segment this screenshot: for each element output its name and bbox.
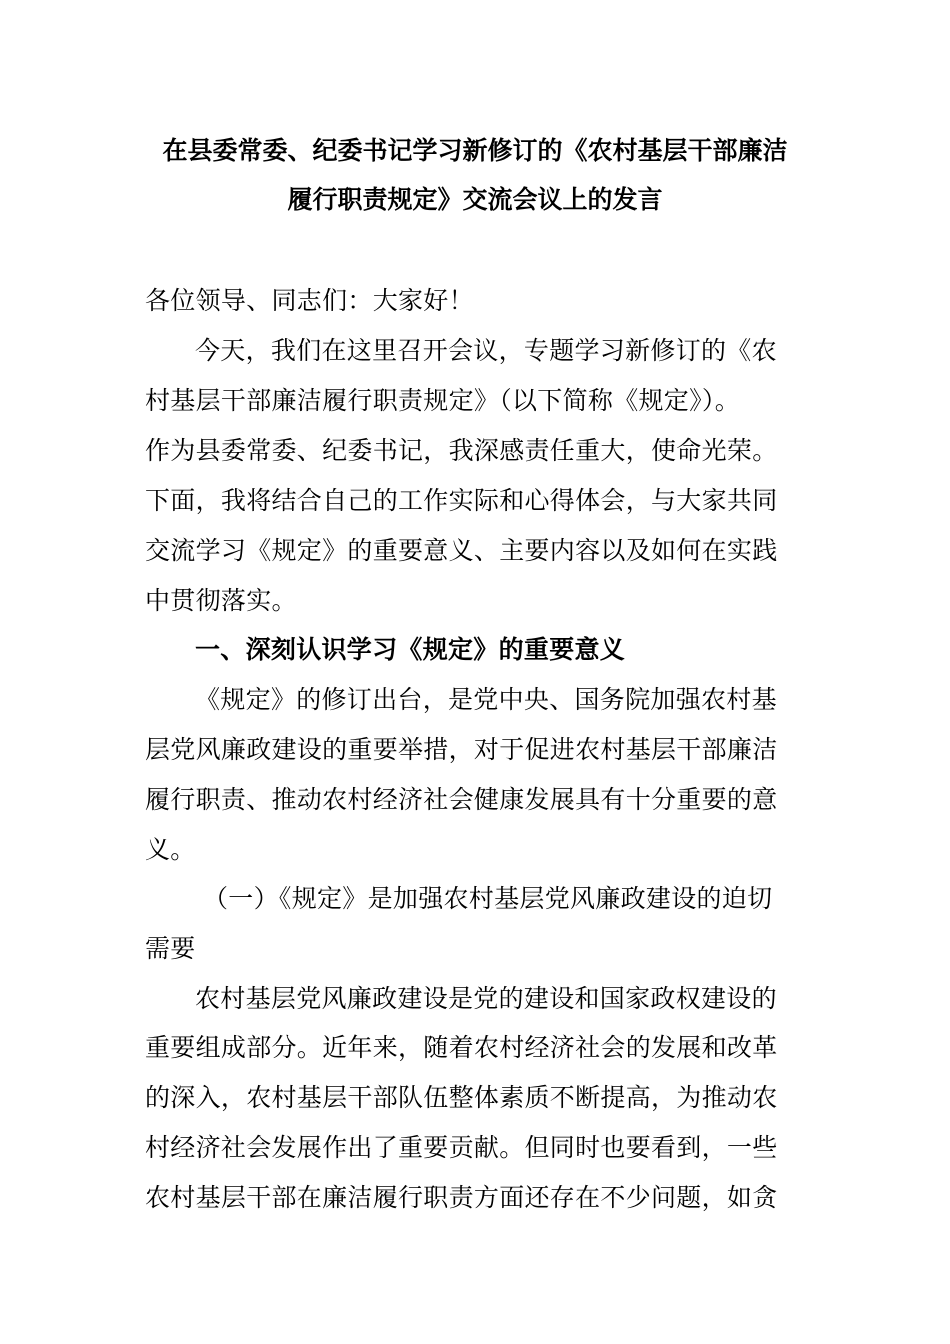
paragraph-line: 中贯彻落实。: [145, 586, 297, 615]
paragraph-line: 层党风廉政建设的重要举措，对于促进农村基层干部廉洁: [145, 735, 778, 764]
paragraph-line: 义。: [145, 835, 196, 864]
document-title-line-2: 履行职责规定》交流会议上的发言: [287, 185, 663, 214]
paragraph-line: 农村基层党风廉政建设是党的建设和国家政权建设的: [195, 984, 777, 1013]
subsection-heading: （一）《规定》是加强农村基层党风廉政建设的迫切: [203, 884, 773, 913]
paragraph-line: 重要组成部分。近年来，随着农村经济社会的发展和改革: [145, 1033, 778, 1062]
paragraph-line: 的深入，农村基层干部队伍整体素质不断提高，为推动农: [145, 1083, 778, 1112]
document-title-line-1: 在县委常委、纪委书记学习新修订的《农村基层干部廉洁: [162, 136, 788, 165]
paragraph-line: 村基层干部廉洁履行职责规定》（以下简称《规定》）。: [145, 386, 741, 415]
paragraph-line: 交流学习《规定》的重要意义、主要内容以及如何在实践: [145, 536, 778, 565]
paragraph-line: 下面，我将结合自己的工作实际和心得体会，与大家共同: [145, 486, 778, 515]
section-heading: 一、深刻认识学习《规定》的重要意义: [195, 635, 626, 664]
paragraph-line: 农村基层干部在廉洁履行职责方面还存在不少问题，如贪: [145, 1183, 778, 1212]
paragraph-line: 今天，我们在这里召开会议，专题学习新修订的《农: [195, 336, 777, 365]
salutation: 各位领导、同志们：大家好！: [145, 286, 474, 315]
paragraph-line: 履行职责、推动农村经济社会健康发展具有十分重要的意: [145, 785, 778, 814]
subsection-heading-cont: 需要: [145, 934, 196, 963]
paragraph-line: 《规定》的修订出台，是党中央、国务院加强农村基: [195, 685, 777, 714]
paragraph-line: 村经济社会发展作出了重要贡献。但同时也要看到，一些: [145, 1133, 778, 1162]
paragraph-line: 作为县委常委、纪委书记，我深感责任重大，使命光荣。: [145, 436, 778, 465]
